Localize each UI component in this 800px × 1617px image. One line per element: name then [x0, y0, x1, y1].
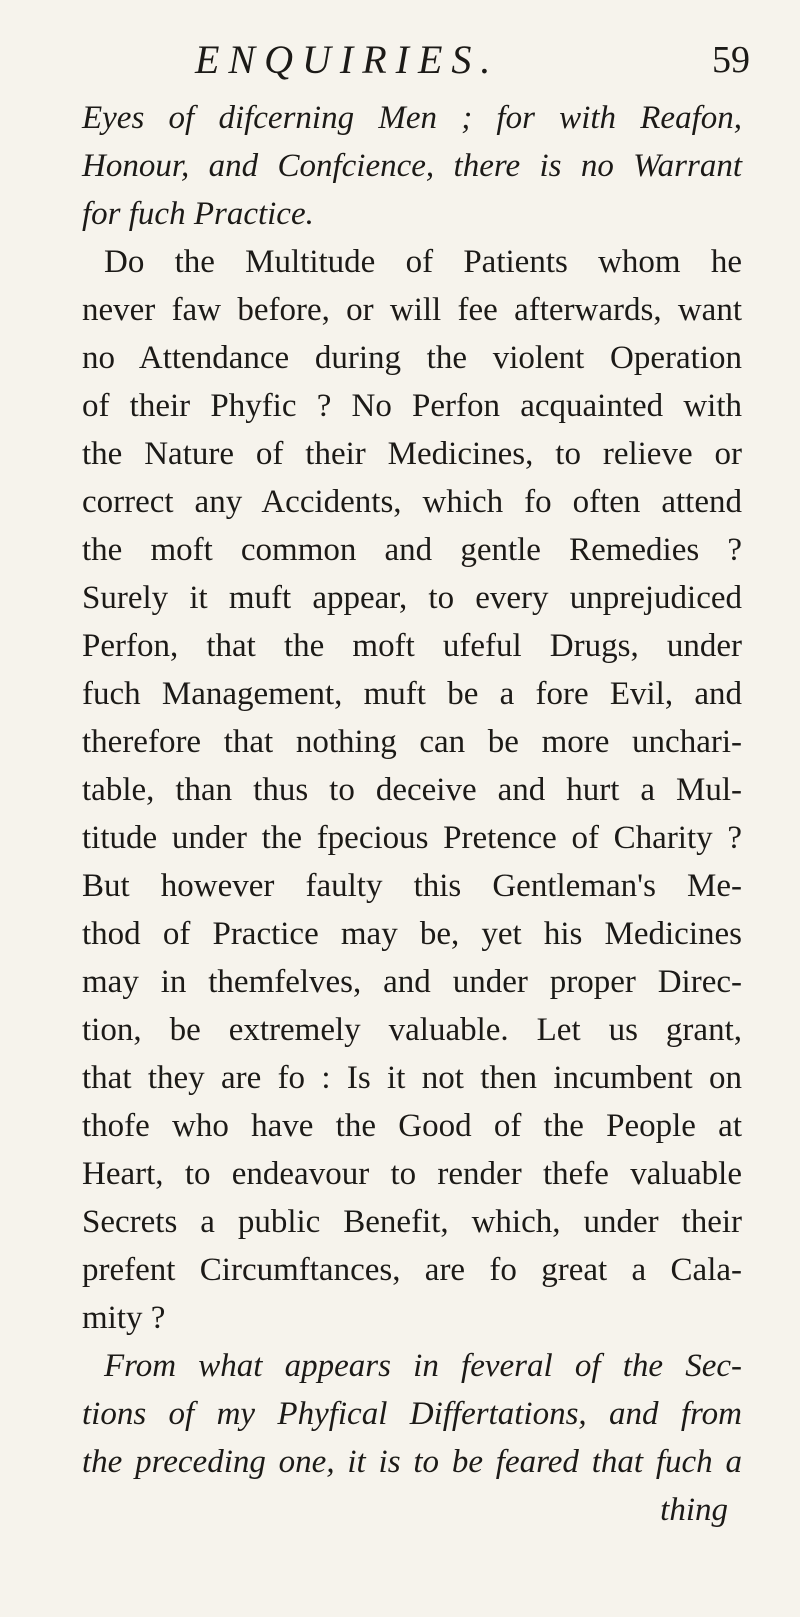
text-line: thod of Practice may be, yet his Medicines: [82, 916, 742, 952]
text-line: tions of my Phyfical Differtations, and from: [82, 1396, 742, 1432]
text-line: Heart, to endeavour to render thefe valuable: [82, 1156, 742, 1192]
text-line: But however faulty this Gentleman's Me-: [82, 868, 742, 904]
text-line: prefent Circumftances, are fo great a Cala-: [82, 1252, 742, 1288]
text-line: never faw before, or will fee afterwards, want: [82, 292, 742, 328]
text-line: mity ?: [82, 1300, 166, 1336]
text-line: correct any Accidents, which fo often attend: [82, 484, 742, 520]
text-line: thofe who have the Good of the People at: [82, 1108, 742, 1144]
text-line: the Nature of their Medicines, to relieve or: [82, 436, 742, 472]
text-line: that they are fo : Is it not then incumbent on: [82, 1060, 742, 1096]
text-line: fuch Management, muft be a fore Evil, and: [82, 676, 742, 712]
page-header: [0, 34, 800, 86]
page-number: 59: [712, 39, 750, 81]
text-line: therefore that nothing can be more unchari-: [82, 724, 742, 760]
text-line: for fuch Practice.: [82, 196, 314, 232]
text-line: Honour, and Confcience, there is no Warrant: [82, 148, 742, 184]
catchword: thing: [660, 1492, 728, 1528]
text-line: Eyes of difcerning Men ; for with Reafon,: [82, 100, 742, 136]
text-line: table, than thus to deceive and hurt a Mul-: [82, 772, 742, 808]
text-line: no Attendance during the violent Operation: [82, 340, 742, 376]
text-line: tion, be extremely valuable. Let us grant,: [82, 1012, 742, 1048]
text-line: Perfon, that the moft ufeful Drugs, under: [82, 628, 742, 664]
body-text: [82, 94, 742, 1534]
text-line: titude under the fpecious Pretence of Charity ?: [82, 820, 742, 856]
text-line: may in themfelves, and under proper Direc-: [82, 964, 742, 1000]
text-line: From what appears in feveral of the Sec-: [104, 1348, 742, 1384]
text-line: of their Phyfic ? No Perfon acquainted with: [82, 388, 742, 424]
text-line: the preceding one, it is to be feared that fuch a: [82, 1444, 742, 1480]
text-line: Secrets a public Benefit, which, under their: [82, 1204, 742, 1240]
text-line: Do the Multitude of Patients whom he: [104, 244, 742, 280]
text-line: Surely it muft appear, to every unprejudiced: [82, 580, 742, 616]
running-head: ENQUIRIES.: [195, 37, 500, 82]
text-line: the moft common and gentle Remedies ?: [82, 532, 742, 568]
